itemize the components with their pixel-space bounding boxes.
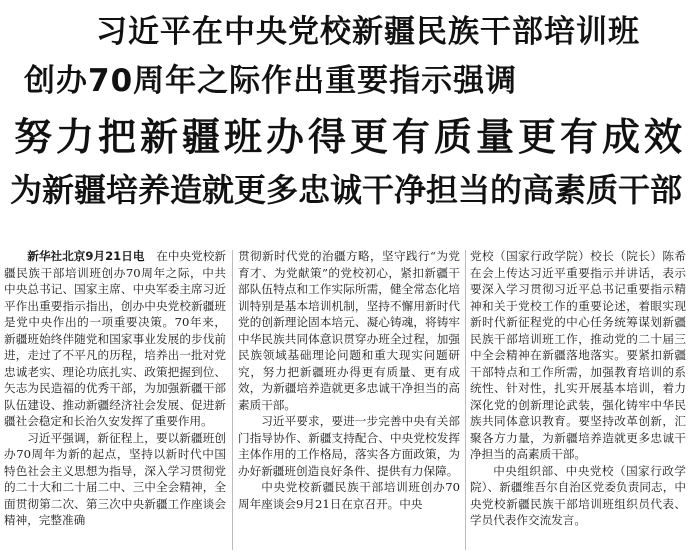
- dateline: 新华社北京9月21日电: [27, 249, 145, 263]
- article-paragraph: 党校（国家行政学院）校长（院长）陈希在会上传达习近平重要指示并讲话，表示要深入学习贯彻习近平总书记重要指示精神和关于党校工作的重要论述，着眼实现新时代新征程党的中心任务统筹谋划新疆民族干部培训班工作，推动党的二十届三中全会精神在新疆落地落实。要紧扣新疆干部特点和工作所需，加强教育培训的系统性、针对性，扎实开展基本培训，着力深化党的创新理论武装，强化铸牢中华民族共同体意识教育。要坚持改革创新，汇聚各方力量，为新疆培养造就更多忠诚干净担当的高素质干部。: [470, 249, 686, 461]
- article-body: [0, 242, 690, 554]
- article-column-2: [238, 248, 460, 554]
- column-divider: [465, 250, 466, 550]
- headline-line-1: 习近平在中央党校新疆民族干部培训班: [96, 14, 640, 50]
- column-divider: [232, 250, 233, 550]
- article-column-3: [470, 248, 686, 554]
- main-headline-line-1: 努力把新疆班办得更有质量更有成效: [14, 115, 687, 159]
- paragraph-text: 在中央党校新疆民族干部培训班创办70周年之际，中共中央总书记、国家主席、中央军委主席习近平作出重要指示指出，创办中央党校新疆班是党中央作出的一项重要决策。70年来，新疆班始终伴随党和国家事业发展的步伐前进，走过了不平凡的历程，培养出一批对党忠诚老实、理论功底扎实、政策把握到位、矢志为民造福的优秀干部，为加强新疆干部队伍建设、推动新疆经济社会发展、促进新疆社会稳定和长治久安发挥了重要作用。: [4, 249, 226, 428]
- headline-line-2: 创办70周年之际作出重要指示强调: [24, 63, 518, 99]
- article-paragraph: 习近平要求，要进一步完善中央有关部门指导协作、新疆支持配合、中央党校发挥主体作用的工作格局，落实各方面政策，为办好新疆班创造良好条件、提供有力保障。: [238, 414, 460, 478]
- article-paragraph: [4, 248, 226, 430]
- article-column-1: [4, 248, 226, 554]
- article-paragraph: 贯彻新时代党的治疆方略，坚守践行“为党育才、为党献策”的党校初心，紧扣新疆干部队伍特点和工作实际所需，健全常态化培训特别是基本培训机制，坚持不懈用新时代党的创新理论固本培元、凝心铸魂，将铸牢中华民族共同体意识贯穿办班全过程，加强民族领域基础理论问题和重大现实问题研究，努力把新疆班办得更有质量、更有成效，为新疆培养造就更多忠诚干净担当的高素质干部。: [238, 249, 460, 412]
- main-headline-line-2: 为新疆培养造就更多忠诚干净担当的高素质干部: [10, 171, 683, 209]
- article-paragraph: 习近平强调，新征程上，要以新疆班创办70周年为新的起点，坚持以新时代中国特色社会主义思想为指导，深入学习贯彻党的二十大和二十届二中、三中全会精神，全面贯彻第二次、第三次中央新疆工作座谈会精神，完整准确: [4, 430, 226, 527]
- article-paragraph: 中央组织部、中央党校（国家行政学院）、新疆维吾尔自治区党委负责同志，中央党校新疆民族干部培训班组织员代表、学员代表作交流发言。: [470, 463, 686, 527]
- article-paragraph: 中央党校新疆民族干部培训班创办70周年座谈会9月21日在京召开。中央: [238, 480, 460, 511]
